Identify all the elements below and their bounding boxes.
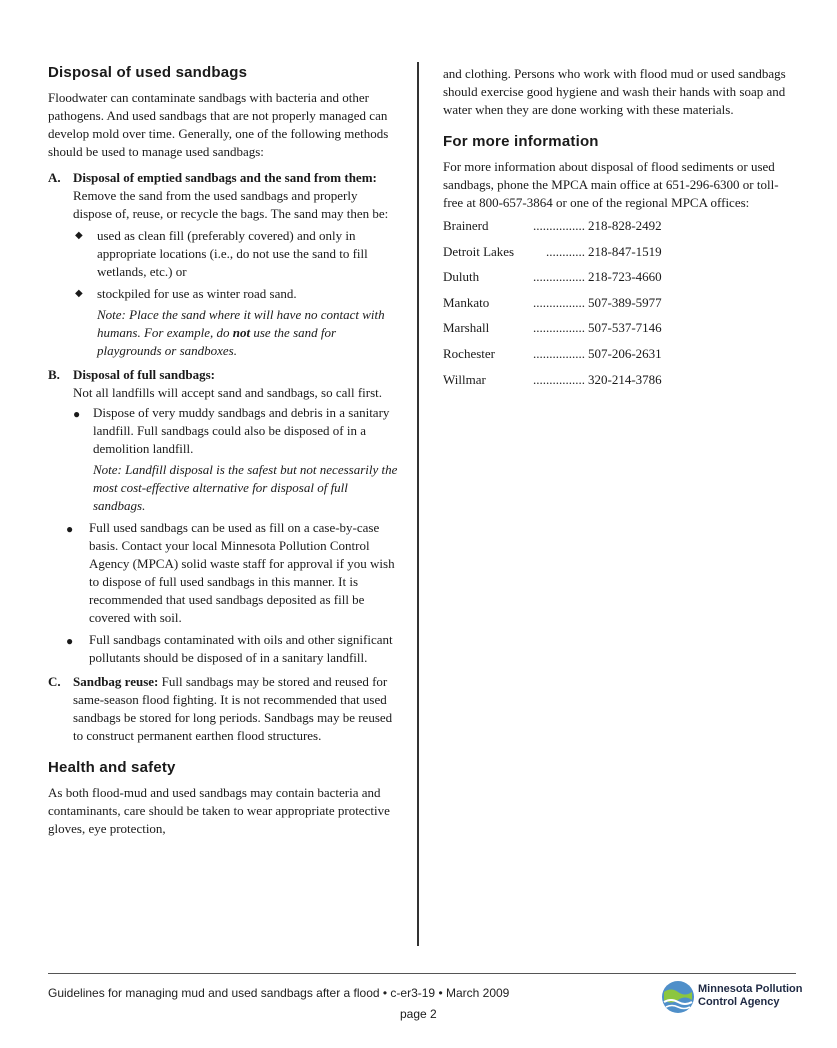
- office-city: Detroit Lakes: [443, 243, 515, 259]
- footer-rule: [48, 973, 796, 974]
- section-b-letter: B.: [48, 367, 60, 382]
- list-item: ● Full used sandbags can be used as fill on a case-by-case basis. Contact your local Minnesota Pollution Control Agency (MPCA) solid waste staff for approval if you wish to dispose of full used sandbags in this manner. It is recommended that used sandbags deposited as fill be covered with soil.: [66, 520, 395, 625]
- section-c-lead: Sandbag reuse:: [73, 674, 159, 689]
- office-phone: 218-723-4660: [588, 269, 662, 285]
- section-b-list: [66, 404, 398, 667]
- section-a-lead: Disposal of emptied sandbags and the sand from them:: [73, 170, 377, 185]
- section-b-note: Note: Landfill disposal is the safest but not necessarily the most cost-effective alternative for disposal of full sandbags.: [93, 462, 398, 513]
- list-item: ● Full sandbags contaminated with oils and other significant pollutants should be disposed of in a sanitary landfill.: [66, 632, 393, 665]
- office-city: Willmar: [443, 371, 486, 387]
- office-phone-table: [443, 218, 662, 397]
- leader-dots: ................: [533, 371, 585, 387]
- leader-dots: ................: [533, 269, 585, 285]
- list-item: ◆ used as clean fill (preferably covered) and only in appropriate locations (i.e., do not use the sand to fill wetlands, etc.) or: [75, 228, 368, 279]
- section-b-text: Not all landfills will accept sand and sandbags, so call first.: [73, 385, 383, 400]
- section-c-text: Full sandbags may be stored and reused for same-season flood fighting. It is not recommended that used sandbags be stored for long periods. Sandbags may be reused to construct permanent earthen flood structures.: [73, 674, 393, 743]
- disposal-heading: Disposal of used sandbags: [48, 64, 248, 81]
- office-phone: 218-828-2492: [588, 218, 662, 233]
- office-city: Rochester: [443, 345, 495, 361]
- intro-paragraph: Floodwater can contaminate sandbags with bacteria and other pathogens. And used sandbags that are not properly managed can develop mold over time. Generally, one of the following methods should be used to manage used sandbags:: [48, 90, 389, 159]
- diamond-bullet-icon: ◆: [75, 288, 83, 299]
- office-phone: 507-389-5977: [588, 294, 662, 310]
- office-row: [443, 218, 662, 244]
- round-bullet-icon: ●: [73, 407, 81, 421]
- logo-text: Minnesota Pollution Control Agency: [698, 983, 803, 1008]
- health-paragraph: As both flood-mud and used sandbags may contain bacteria and contaminants, care should be taken to wear appropriate protective gloves, eye protection,: [48, 785, 390, 836]
- continued-paragraph: and clothing. Persons who work with flood mud or used sandbags should exercise good hygiene and wash their hands with soap and water when they are done working with these materials.: [443, 66, 786, 117]
- section-b-lead: Disposal of full sandbags:: [73, 367, 215, 382]
- list-item: ● Dispose of very muddy sandbags and debris in a sanitary landfill. Full sandbags could also be disposed of in a demolition landfill. Note: Landfill disposal is the safest but not necessarily the most cost-effective alternative for disposal of full sandbags.: [73, 405, 398, 513]
- leader-dots: ................: [533, 345, 585, 361]
- leader-dots: ................: [533, 320, 585, 336]
- section-a-note: Note: Place the sand where it will have no contact with humans. For example, do not use the sand for playgrounds or sandboxes.: [97, 307, 385, 358]
- left-column: [48, 64, 398, 838]
- office-row: [443, 244, 662, 270]
- right-column: [443, 65, 793, 397]
- office-phone: 507-206-2631: [588, 345, 662, 361]
- round-bullet-icon: ●: [66, 634, 74, 648]
- office-phone: 507-537-7146: [588, 320, 662, 336]
- leader-dots: ................: [533, 294, 585, 310]
- column-divider: [417, 62, 419, 946]
- office-phone: 320-214-3786: [588, 371, 662, 387]
- section-a: [48, 169, 398, 360]
- mpca-logo: [661, 980, 801, 1016]
- section-c-letter: C.: [48, 674, 61, 689]
- page-number: page 2: [400, 1007, 437, 1021]
- office-city: Duluth: [443, 269, 480, 285]
- leader-dots: ............: [546, 243, 585, 259]
- office-row: [443, 269, 662, 295]
- info-paragraph: For more information about disposal of flood sediments or used sandbags, phone the MPCA main office at 651-296-6300 or toll-free at 800-657-3864 or one of the regional MPCA offices:: [443, 159, 779, 210]
- section-a-letter: A.: [48, 170, 61, 185]
- office-phone: 218-847-1519: [588, 243, 662, 259]
- footer-text: Guidelines for managing mud and used sandbags after a flood • c-er3-19 • March 2009: [48, 986, 510, 1000]
- office-row: [443, 372, 662, 398]
- section-a-text: Remove the sand from the used sandbags and properly dispose of, reuse, or recycle the bags. The sand may then be:: [73, 188, 389, 221]
- info-heading: For more information: [443, 133, 599, 150]
- office-row: [443, 295, 662, 321]
- list-item: ◆ stockpiled for use as winter road sand. Note: Place the sand where it will have no contact with humans. For example, do not use the sand for playgrounds or sandboxes.: [73, 285, 398, 360]
- office-row: [443, 346, 662, 372]
- office-city: Mankato: [443, 294, 490, 310]
- section-b: [48, 366, 398, 667]
- office-row: [443, 320, 662, 346]
- office-city: Marshall: [443, 320, 490, 336]
- diamond-bullet-icon: ◆: [75, 230, 83, 241]
- office-city: Brainerd: [443, 218, 489, 233]
- health-heading: Health and safety: [48, 759, 176, 776]
- section-a-list: [73, 227, 398, 360]
- leader-dots: ................: [533, 218, 585, 233]
- section-c: [48, 673, 398, 745]
- mpca-logo-icon: [661, 980, 695, 1014]
- round-bullet-icon: ●: [66, 522, 74, 536]
